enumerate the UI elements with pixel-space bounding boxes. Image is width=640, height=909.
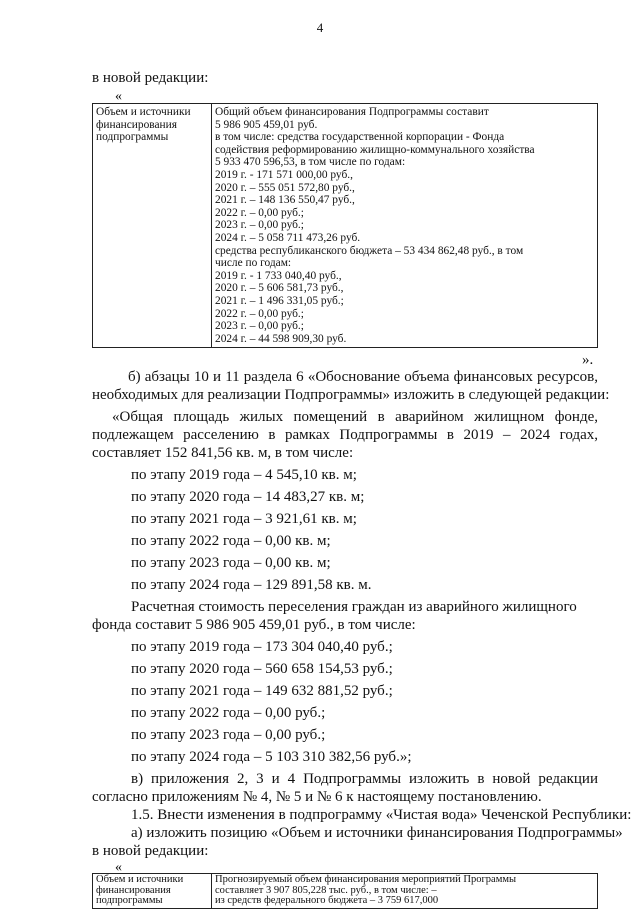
- area-stage: по этапу 2023 года – 0,00 кв. м;: [131, 555, 331, 571]
- quote-paragraph-line: составляет 152 841,56 кв. м, в том числе:: [92, 445, 354, 461]
- table-label-line: финансирования: [96, 884, 171, 896]
- table-label-line: подпрограммы: [96, 895, 163, 906]
- item-b-line: б) абзацы 10 и 11 раздела 6 «Обоснование объема финансовых ресурсов,: [128, 369, 598, 385]
- table-line: 2024 г. – 5 058 711 473,26 руб.: [215, 231, 361, 244]
- area-stage: по этапу 2022 года – 0,00 кв. м;: [131, 533, 331, 549]
- area-stage: по этапу 2019 года – 4 545,10 кв. м;: [131, 467, 357, 483]
- cost-stage: по этапу 2020 года – 560 658 154,53 руб.;: [131, 661, 393, 677]
- table-line: в том числе: средства государственной корпорации - Фонда: [215, 131, 505, 144]
- table-line: числе по годам:: [215, 257, 292, 270]
- table-line: Прогнозируемый объем финансирования мероприятий Программы: [215, 874, 517, 885]
- item-1-5: 1.5. Внести изменения в подпрограмму «Чистая вода» Чеченской Республики:: [131, 807, 632, 823]
- table-label-line: Объем и источники: [96, 106, 191, 118]
- area-stage: по этапу 2021 года – 3 921,61 кв. м;: [131, 511, 357, 527]
- table-line: 2021 г. – 148 136 550,47 руб.,: [215, 194, 355, 207]
- cost-paragraph-line: фонда составит 5 986 905 459,01 руб., в том числе:: [92, 617, 416, 633]
- cost-stage: по этапу 2019 года – 173 304 040,40 руб.;: [131, 639, 393, 655]
- table-line: 5 933 470 596,53, в том числе по годам:: [215, 156, 406, 169]
- item-v-line: в) приложения 2, 3 и 4 Подпрограммы изложить в новой редакции: [131, 771, 598, 787]
- table-line: 2023 г. – 0,00 руб.;: [215, 219, 304, 232]
- open-quote: «: [115, 89, 122, 104]
- table-line: составляет 3 907 805,228 тыс. руб., в том числе: –: [215, 884, 437, 896]
- intro-line: в новой редакции:: [92, 70, 209, 86]
- table-line: 2019 г. - 171 571 000,00 руб.,: [215, 168, 353, 181]
- table-label-cell: [93, 104, 212, 348]
- quote-paragraph-line: подлежащем расселению в рамках Подпрограммы в 2019 – 2024 годах,: [92, 427, 598, 443]
- item-a-line: в новой редакции:: [92, 843, 209, 859]
- area-stage: по этапу 2024 года – 129 891,58 кв. м.: [131, 577, 372, 593]
- table-line: 2020 г. – 5 606 581,73 руб.,: [215, 282, 344, 295]
- financing-table-2: [92, 873, 598, 909]
- table-line: Общий объем финансирования Подпрограммы составит: [215, 106, 489, 118]
- cost-stage: по этапу 2021 года – 149 632 881,52 руб.;: [131, 683, 393, 699]
- table-line: 2019 г. - 1 733 040,40 руб.,: [215, 269, 342, 282]
- table-line: 2022 г. – 0,00 руб.;: [215, 307, 304, 320]
- item-v-line: согласно приложениям № 4, № 5 и № 6 к настоящему постановлению.: [92, 789, 542, 805]
- cost-paragraph-line: Расчетная стоимость переселения граждан из аварийного жилищного: [131, 599, 577, 615]
- open-quote: «: [115, 860, 122, 875]
- table-line: средства республиканского бюджета – 53 434 862,48 руб., в том: [215, 244, 524, 257]
- table-label-line: подпрограммы: [96, 131, 169, 144]
- table-label-line: финансирования: [96, 118, 177, 131]
- item-b-line: необходимых для реализации Подпрограммы» изложить в следующей редакции:: [92, 387, 610, 403]
- page-number: 4: [316, 20, 324, 35]
- table-line: 2020 г. – 555 051 572,80 руб.,: [215, 181, 355, 194]
- cost-stage: по этапу 2024 года – 5 103 310 382,56 руб.»;: [131, 749, 412, 765]
- close-quote: ».: [582, 352, 594, 368]
- table-line: 2021 г. – 1 496 331,05 руб.;: [215, 294, 344, 307]
- table-label-cell: [93, 874, 212, 909]
- table-content-cell: [212, 874, 598, 909]
- table-label-line: Объем и источники: [96, 874, 184, 885]
- area-stage: по этапу 2020 года – 14 483,27 кв. м;: [131, 489, 365, 505]
- table-line: 5 986 905 459,01 руб.: [215, 118, 318, 131]
- table-line: 2024 г. – 44 598 909,30 руб.: [215, 332, 347, 345]
- cost-stage: по этапу 2022 года – 0,00 руб.;: [131, 705, 326, 721]
- financing-table-1: [92, 103, 598, 348]
- table-line: содействия реформированию жилищно-коммунального хозяйства: [215, 143, 535, 156]
- quote-paragraph-line: «Общая площадь жилых помещений в аварийном жилищном фонде,: [112, 409, 598, 425]
- cost-stage: по этапу 2023 года – 0,00 руб.;: [131, 727, 326, 743]
- table-line: из средств федерального бюджета – 3 759 617,000: [215, 895, 439, 906]
- table-content-cell: [212, 104, 598, 348]
- table-line: 2023 г. – 0,00 руб.;: [215, 320, 304, 333]
- item-a-line: а) изложить позицию «Объем и источники финансирования Подпрограммы»: [131, 825, 623, 841]
- table-line: 2022 г. – 0,00 руб.;: [215, 206, 304, 219]
